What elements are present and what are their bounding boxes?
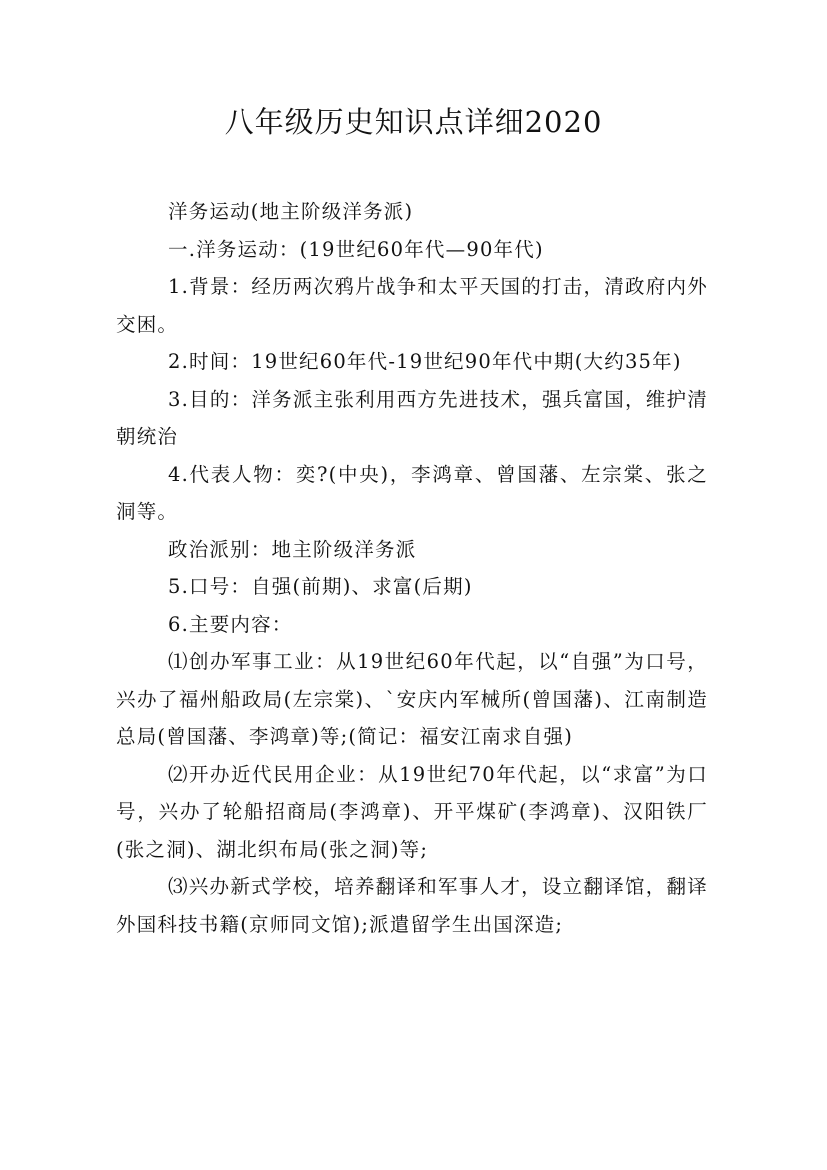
- subsection-heading: 一.洋务运动：(19世纪60年代—90年代): [168, 237, 544, 261]
- paragraph-military-industry: ⑴创办军事工业：从19世纪60年代起，以“自强”为口号，兴办了福州船政局(左宗棠)、`安庆内军械所(曾国藩)、江南制造总局(曾国藩、李鸿章)等;(简记：福安江南求自强): [116, 650, 708, 748]
- paragraph-civilian-enterprise: ⑵开办近代民用企业：从19世纪70年代起，以“求富”为口号，兴办了轮船招商局(李鸿章)、开平煤矿(李鸿章)、汉阳铁厂(张之洞)、湖北织布局(张之洞)等;: [116, 762, 708, 861]
- document-body: [116, 193, 708, 943]
- paragraph-representatives: 4.代表人物：奕?(中央)，李鸿章、曾国藩、左宗棠、张之洞等。: [116, 462, 708, 523]
- section-heading: 洋务运动(地主阶级洋务派): [168, 200, 414, 223]
- document-title: 八年级历史知识点详细2020: [224, 105, 603, 139]
- paragraph-slogan: 5.口号：自强(前期)、求富(后期): [168, 575, 473, 598]
- paragraph-political-faction: 政治派别：地主阶级洋务派: [168, 537, 417, 561]
- paragraph-main-content: 6.主要内容：: [168, 612, 293, 636]
- paragraph-background: 1.背景：经历两次鸦片战争和太平天国的打击，清政府内外交困。: [116, 275, 708, 336]
- paragraph-purpose: 3.目的：洋务派主张利用西方先进技术，强兵富国，维护清朝统治: [116, 387, 708, 448]
- paragraph-new-schools: ⑶兴办新式学校，培养翻译和军事人才，设立翻译馆，翻译外国科技书籍(京师同文馆);派遣留学生出国深造;: [116, 875, 708, 936]
- paragraph-time: 2.时间：19世纪60年代-19世纪90年代中期(大约35年): [168, 350, 682, 373]
